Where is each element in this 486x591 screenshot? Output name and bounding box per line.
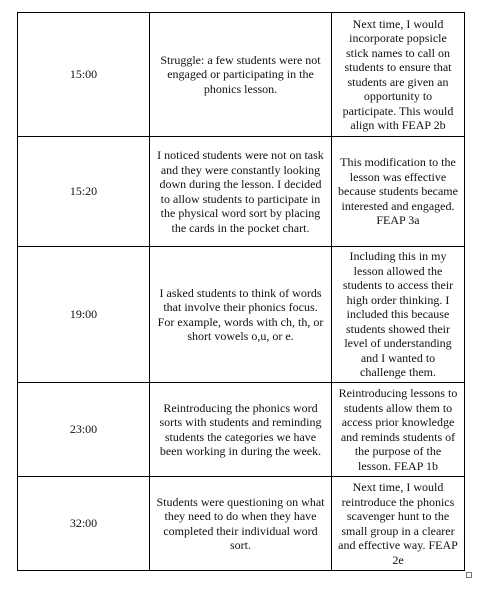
observation-cell: I asked students to think of words that involve their phonics focus. For example, words with ch, th, or short vowels o,u, or e.: [150, 247, 332, 383]
timestamp-cell: 15:20: [18, 137, 150, 247]
timestamp-cell: 32:00: [18, 477, 150, 571]
table-row: [18, 477, 465, 571]
table-row: [18, 247, 465, 383]
reflection-cell: Next time, I would incorporate popsicle stick names to call on students to ensure that students are given an opportunity to participate. This would align with FEAP 2b: [332, 13, 465, 137]
reflection-cell: Next time, I would reintroduce the phonics scavenger hunt to the small group in a clearer and effective way. FEAP 2e: [332, 477, 465, 571]
observation-cell: Students were questioning on what they need to do when they have completed their individual word sort.: [150, 477, 332, 571]
reflection-cell: Reintroducing lessons to students allow them to access prior knowledge and reminds students of the purpose of the lesson. FEAP 1b: [332, 383, 465, 477]
table-resize-handle[interactable]: [466, 572, 472, 578]
reflection-cell: Including this in my lesson allowed the students to access their high order thinking. I included this because students showed their level of understanding and I wanted to challenge them.: [332, 247, 465, 383]
observation-cell: I noticed students were not on task and they were constantly looking down during the lesson. I decided to allow students to participate in the physical word sort by placing the cards in the pocket chart.: [150, 137, 332, 247]
timestamp-cell: 15:00: [18, 13, 150, 137]
lesson-reflection-table: [17, 12, 465, 571]
observation-cell: Reintroducing the phonics word sorts with students and reminding students the categories we have been working in during the week.: [150, 383, 332, 477]
observation-cell: Struggle: a few students were not engaged or participating in the phonics lesson.: [150, 13, 332, 137]
timestamp-cell: 23:00: [18, 383, 150, 477]
reflection-cell: This modification to the lesson was effective because students became interested and engaged. FEAP 3a: [332, 137, 465, 247]
timestamp-cell: 19:00: [18, 247, 150, 383]
table-row: [18, 137, 465, 247]
table-row: [18, 383, 465, 477]
table-row: [18, 13, 465, 137]
